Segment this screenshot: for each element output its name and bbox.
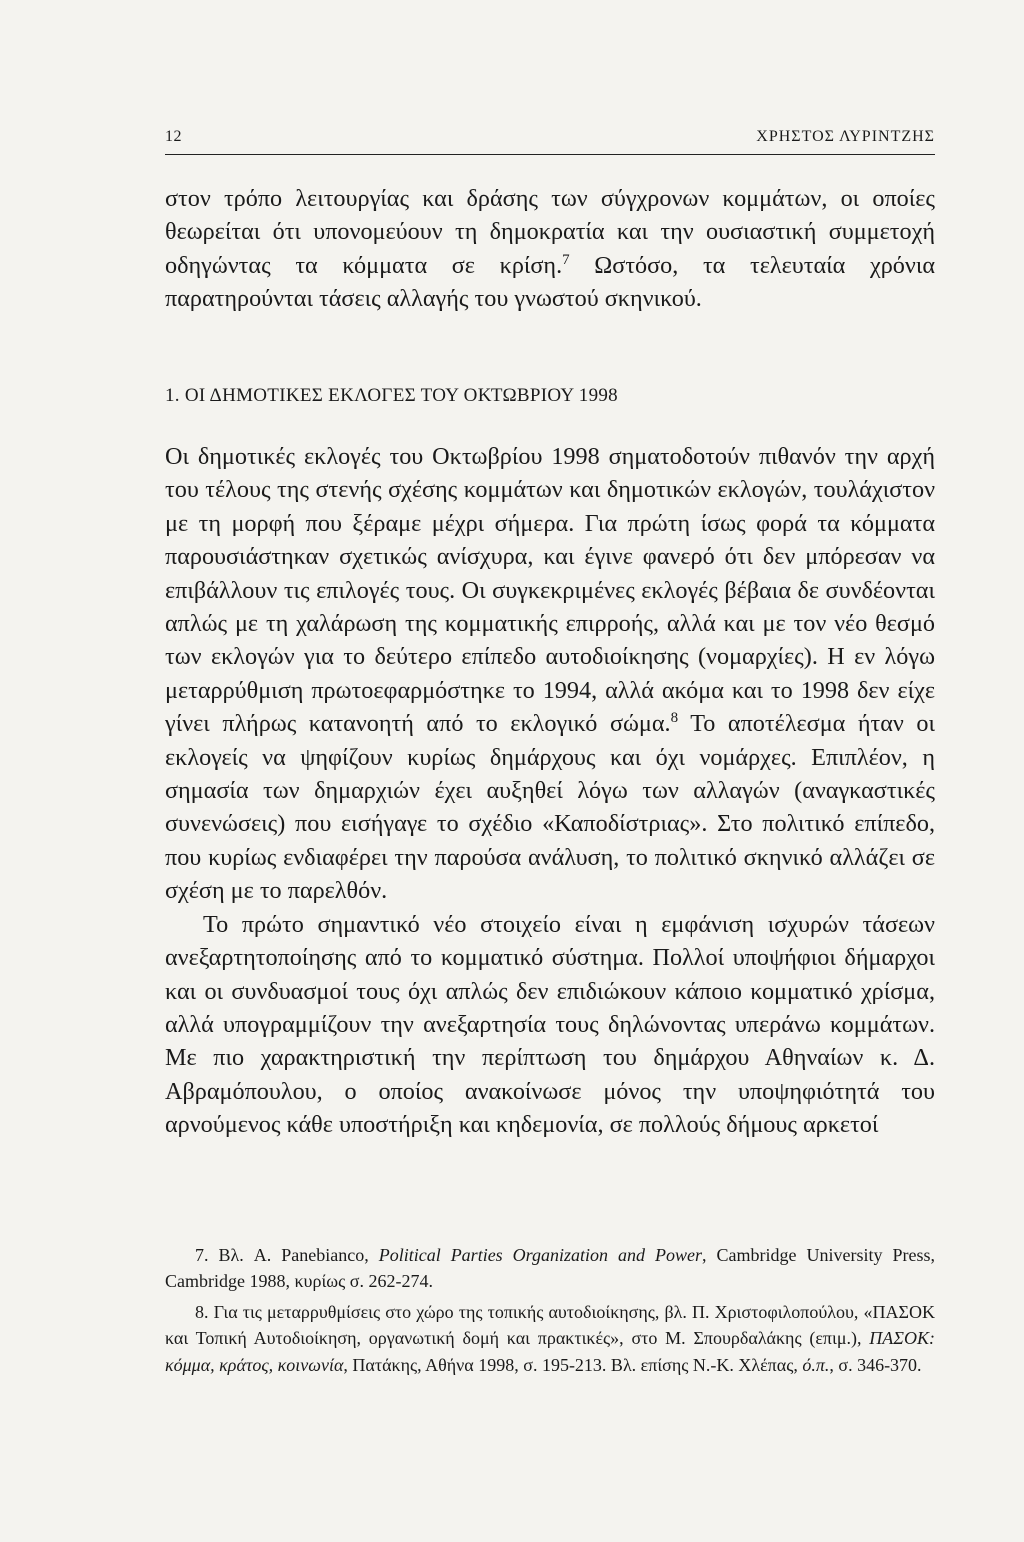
header-rule: [165, 154, 935, 155]
footnote-7-prefix: 7. Βλ. A. Panebianco,: [195, 1245, 379, 1265]
opening-paragraph-text: [165, 182, 935, 316]
paragraph-1-text-after-note: Το αποτέλεσμα ήταν οι εκλογείς να ψηφίζουν κυρίως δημάρχους και όχι νομάρχες. Επιπλέον, η σημασία των δημαρχιών έχει αυξηθεί λόγω των αλλαγών (αναγκαστικές συνενώσεις) που εισήγαγε το σχέδιο «Καποδίστριας». Στο πολιτικό επίπεδο, που κυρίως ενδιαφέρει την παρούσα ανάλυση, το πολιτικό σκηνικό αλλάζει σε σχέση με το παρελθόν.: [165, 710, 935, 905]
section-body: [165, 440, 935, 1142]
note-reference-8: 8: [670, 710, 679, 727]
running-head: [165, 124, 935, 152]
section-paragraph-1: [165, 440, 935, 908]
note-reference-7: 7: [562, 251, 570, 268]
footnote-8-prefix: 8. Για τις μεταρρυθμίσεις στο χώρο της τοπικής αυτοδιοίκησης, βλ. Π. Χριστοφιλοπούλου, «ΠΑΣΟΚ και Τοπική Αυτοδιοίκηση, οργανωτική δομή και πρακτικές», στο Μ. Σπουρδαλάκης (επιμ.),: [165, 1301, 935, 1349]
opening-text-before-note: στον τρόπο λειτουργίας και δράσης των σύγχρονων κομμάτων, οι οποίες θεωρείται ότι υπονομεύουν τη δημοκρατία και την ουσιαστική συμμετοχή οδηγώντας τα κόμματα σε κρίση.: [165, 185, 935, 279]
opening-text-after-note: Ωστόσο, τα τελευταία χρόνια παρατηρούνται τάσεις αλλαγής του γνωστού σκηνικού.: [165, 251, 935, 313]
footnote-8-title: ΠΑΣΟΚ: κόμμα, κράτος, κοινωνία: [165, 1328, 935, 1375]
footnote-7-title: Political Parties Organization and Power: [378, 1245, 703, 1265]
section-heading: 1. ΟΙ ΔΗΜΟΤΙΚΕΣ ΕΚΛΟΓΕΣ ΤΟΥ ΟΚΤΩΒΡΙΟΥ 1998: [165, 385, 618, 406]
section-paragraph-2: Το πρώτο σημαντικό νέο στοιχείο είναι η εμφάνιση ισχυρών τάσεων ανεξαρτητοποίησης από το κομματικό σύστημα. Πολλοί υποψήφιοι δήμαρχοι και οι συνδυασμοί τους όχι απλώς δεν επιδιώκουν κάποιο κομματικό χρίσμα, αλλά υπογραμμίζουν την ανεξαρτησία τους δηλώνοντας υπεράνω κομμάτων. Με πιο χαρακτηριστική την περίπτωση του δημάρχου Αθηναίων κ. Δ. Αβραμόπουλου, ο οποίος ανακοίνωσε μόνος την υποψηφιότητά του αρνούμενος κάθε υποστήριξη και κηδεμονία, σε πολλούς δήμους αρκετοί: [165, 910, 935, 1139]
running-head-author: ΧΡΗΣΤΟΣ ΛΥΡΙΝΤΖΗΣ: [756, 128, 935, 145]
footnote-8-suffix: , σ. 346-370.: [829, 1354, 922, 1375]
footnotes: [165, 1242, 935, 1382]
footnote-7: [165, 1242, 935, 1295]
footnote-8: [165, 1299, 935, 1378]
page-number: 12: [165, 128, 182, 145]
paragraph-1-text-before-note: Οι δημοτικές εκλογές του Οκτωβρίου 1998 σηματοδοτούν πιθανόν την αρχή του τέλους της στενής σχέσης κομμάτων και δημοτικών εκλογών, τουλάχιστον με τη μορφή που ξέραμε μέχρι σήμερα. Για πρώτη ίσως φορά τα κόμματα παρουσιάστηκαν σχετικώς ανίσχυρα, και έγινε φανερό ότι δεν μπόρεσαν να επιβάλλουν τις επιλογές τους. Οι συγκεκριμένες εκλογές βέβαια δε συνδέονται απλώς με τη χαλάρωση της κομματικής επιρροής, αλλά και με τον νέο θεσμό των εκλογών για το δεύτερο επίπεδο αυτοδιοίκησης (νομαρχίες). Η εν λόγω μεταρρύθμιση πρωτοεφαρμόστηκε το 1994, αλλά ακόμα και το 1998 δεν είχε γίνει πλήρως κατανοητή από το εκλογικό σώμα.: [165, 443, 935, 738]
footnote-8-middle: , Πατάκης, Αθήνα 1998, σ. 195-213. Βλ. επίσης Ν.-Κ. Χλέπας,: [343, 1354, 803, 1375]
footnote-7-suffix: , Cambridge University Press, Cambridge 1988, κυρίως σ. 262-274.: [165, 1245, 936, 1292]
footnote-8-op-cit: ό.π.: [802, 1354, 830, 1375]
opening-paragraph: [165, 182, 935, 316]
